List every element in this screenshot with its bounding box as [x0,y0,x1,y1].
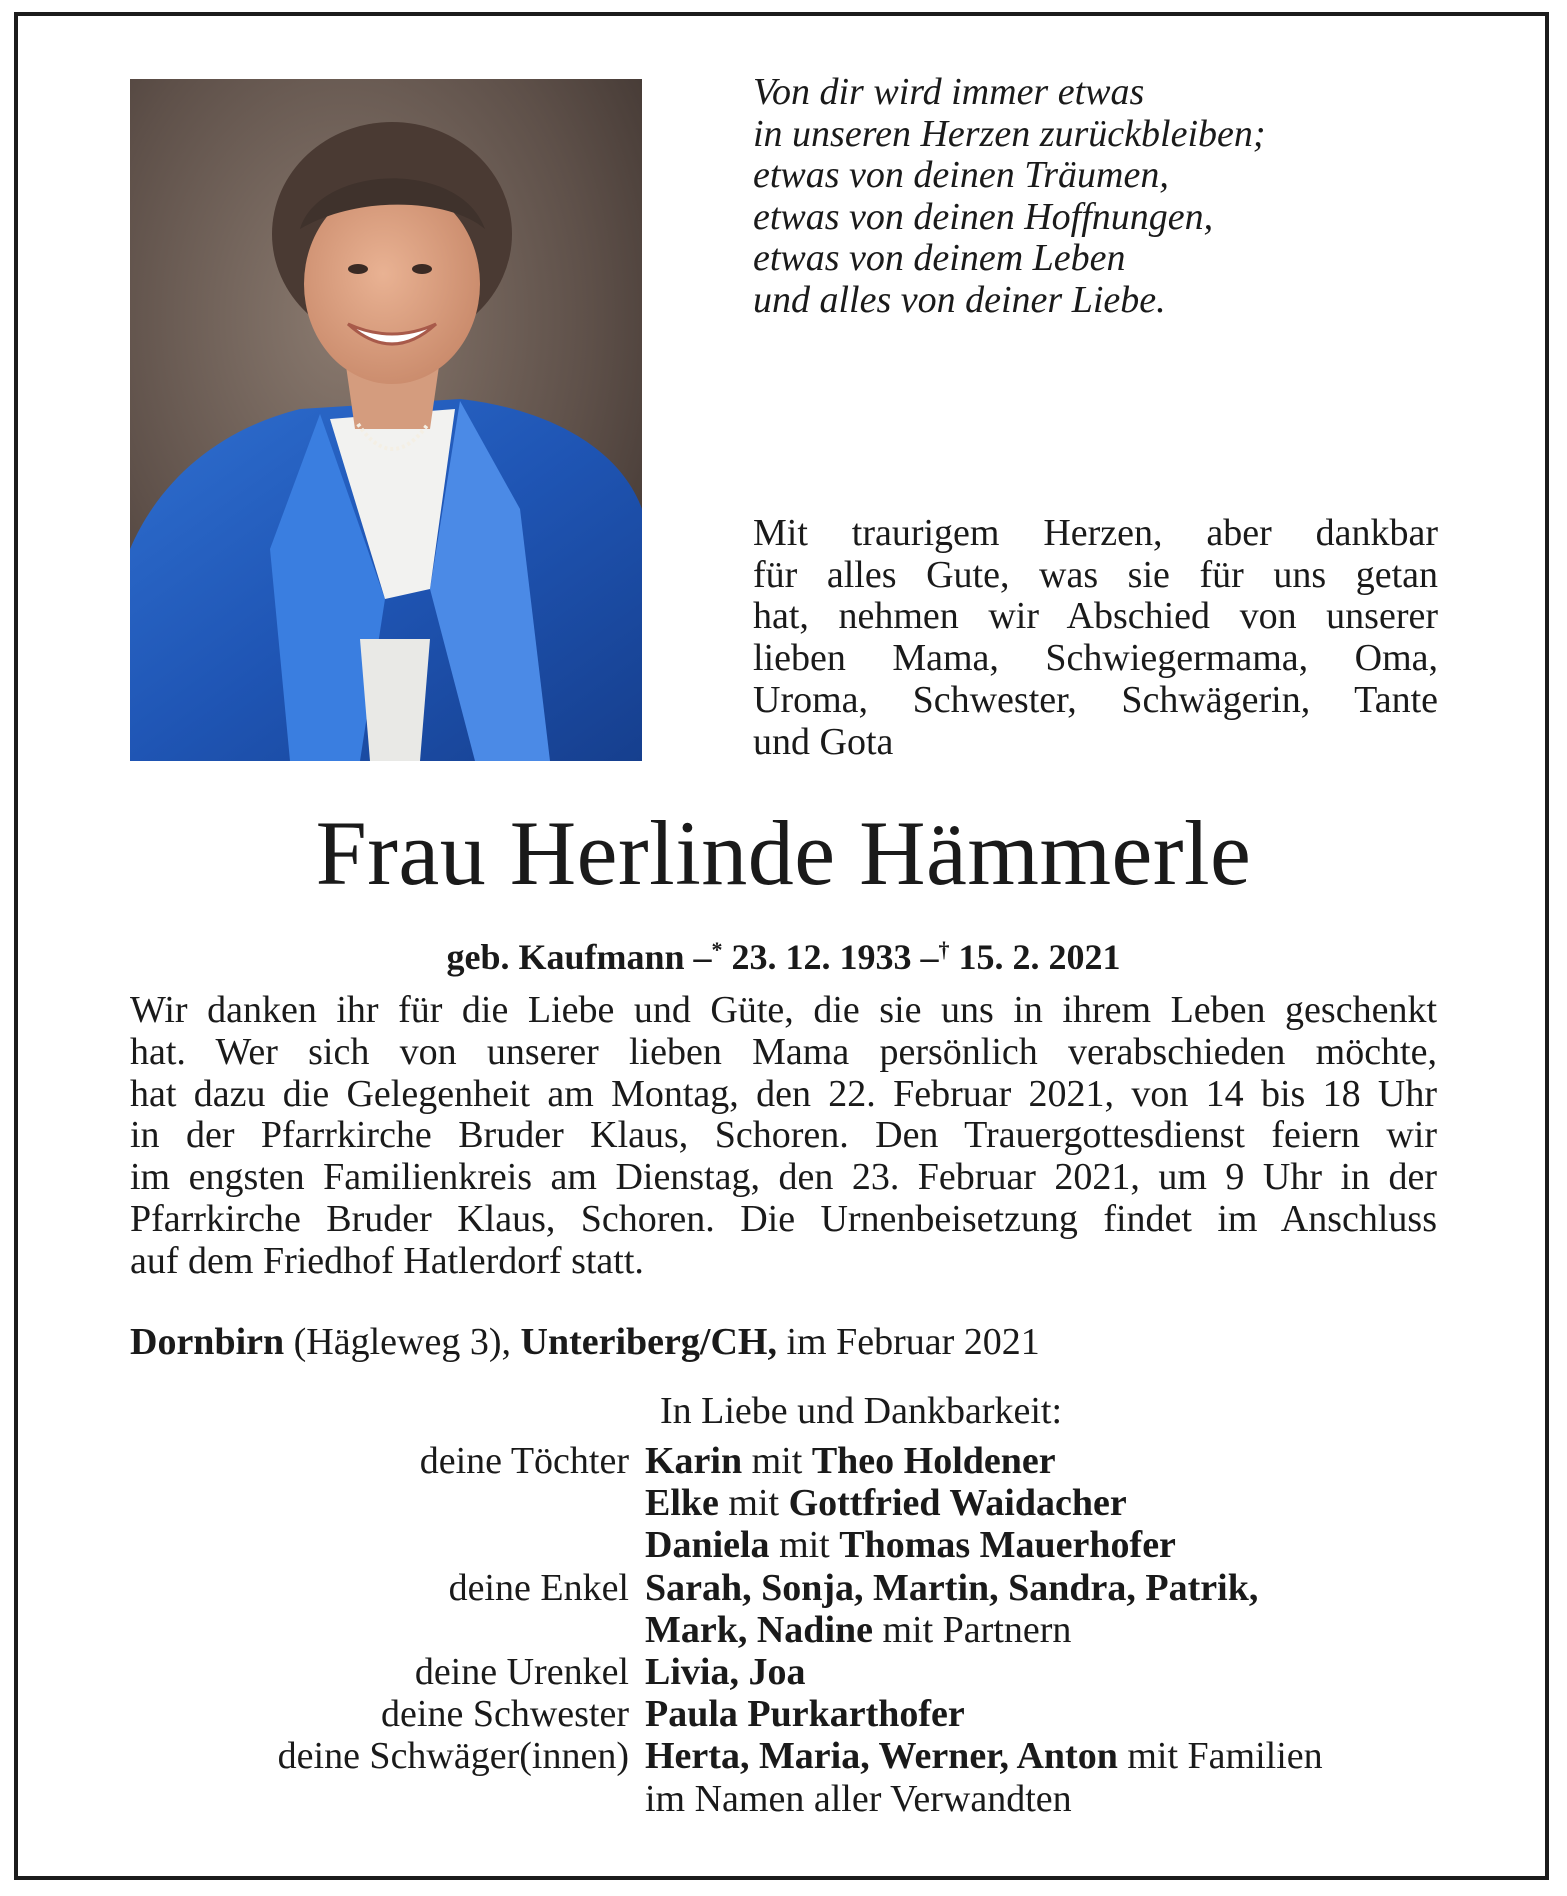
relation-label: deine Töchter [419,1440,629,1482]
mourner-row [0,1567,1567,1609]
relation-names [645,1651,805,1693]
closing-phrase: In Liebe und Dankbarkeit: [660,1390,1063,1432]
relation-label: deine Urenkel [414,1651,629,1694]
connector: mit [769,1524,840,1567]
relation-label: deine Enkel [448,1566,629,1609]
mourner-row [0,1735,1567,1777]
life-dates [0,928,1567,979]
mourner-row [0,1482,1567,1524]
poem-line: Von dir wird immer etwas [753,71,1145,113]
poem [753,72,1473,321]
intro-line: hat, nehmen wir Abschied von unserer [753,595,1438,638]
mourner-row [0,1524,1567,1566]
intro-line: Uroma, Schwester, Schwägerin, Tante [753,678,1438,721]
mourner-name: Daniela [645,1524,770,1567]
relation-label: deine Schwäger(innen) [277,1735,629,1778]
poem-line: etwas von deinen Hoffnungen, [753,195,1214,238]
birth-date: 23. 12. 1933 [731,937,912,977]
mourner-name: Thomas Mauerhofer [839,1524,1176,1567]
relation-names [645,1567,1258,1609]
dash: – [693,937,712,977]
mourner-name: Karin [645,1440,743,1482]
relation-label [0,1609,645,1651]
relation-names [645,1482,1127,1524]
poem-line: und alles von deiner Liebe. [753,278,1166,321]
body-paragraph [130,990,1437,1283]
body-line: im engsten Familienkreis am Dienstag, den 23. Februar 2021, um 9 Uhr in der [130,1156,1437,1199]
closing-relatives: im Namen aller Verwandten [645,1777,1072,1820]
mourners-list [0,1440,1567,1820]
body-line: auf dem Friedhof Hatlerdorf statt. [130,1239,644,1282]
poem-line: etwas von deinen Träumen, [753,154,1169,196]
body-line: hat dazu die Gelegenheit am Montag, den 22. Februar 2021, von 14 bis 18 Uhr [130,1072,1437,1115]
relation-names [645,1440,1056,1482]
place-date: im Februar 2021 [776,1321,1040,1363]
mourner-name: Paula Purkarthofer [645,1693,965,1736]
mourner-name: Elke [645,1482,719,1525]
mourner-name: Livia, Joa [645,1651,806,1694]
body-line: in der Pfarrkirche Bruder Klaus, Schoren. Den Trauergottesdienst feiern wir [130,1114,1437,1157]
relation-names [645,1693,965,1735]
mourner-row [0,1440,1567,1482]
relation-names [645,1524,1176,1566]
relation-label: deine Schwester [381,1693,629,1736]
connector: mit Partnern [873,1608,1072,1651]
address: (Hägleweg 3), [284,1321,521,1363]
mourner-row [0,1651,1567,1693]
city-unteriberg: Unteriberg/CH, [520,1321,777,1363]
intro-line: lieben Mama, Schwiegermama, Oma, [753,637,1438,680]
birth-symbol: * [711,937,723,962]
death-symbol: † [938,937,950,962]
portrait-photo [130,79,642,761]
body-line: Wir danken ihr für die Liebe und Güte, die sie uns in ihrem Leben geschenkt [130,989,1437,1031]
mourner-name: Mark, Nadine [645,1608,873,1651]
body-line: hat. Wer sich von unserer lieben Mama persönlich verabschieden möchte, [130,1030,1437,1073]
body-line: Pfarrkirche Bruder Klaus, Schoren. Die Urnenbeisetzung findet im Anschluss [130,1197,1437,1240]
connector: mit Familien [1117,1735,1323,1778]
deceased-name: Frau Herlinde Hämmerle [315,802,1252,904]
intro-paragraph [753,513,1438,763]
place-date-line [130,1320,1450,1364]
mourner-name: Herta, Maria, Werner, Anton [645,1735,1118,1778]
poem-line: in unseren Herzen zurückbleiben; [753,112,1266,155]
relation-label [0,1524,645,1566]
mourner-name: Theo Holdener [811,1440,1056,1482]
relation-names [645,1778,1072,1820]
dash: – [920,937,939,977]
mourner-row [0,1778,1567,1820]
mourner-name: Gottfried Waidacher [788,1482,1127,1525]
poem-line: etwas von deinem Leben [753,237,1126,279]
relation-names [645,1609,1071,1651]
relation-label [0,1482,645,1524]
intro-line: Mit traurigem Herzen, aber dankbar [753,512,1438,554]
maiden-name: geb. Kaufmann [446,937,685,977]
connector: mit [742,1440,812,1482]
city-dornbirn: Dornbirn [130,1321,285,1363]
mourner-row [0,1693,1567,1735]
connector: mit [718,1482,789,1525]
relation-names [645,1735,1323,1777]
death-date: 15. 2. 2021 [958,937,1121,977]
intro-line: für alles Gute, was sie für uns getan [753,553,1438,596]
intro-line: und Gota [753,720,894,763]
mourner-row [0,1609,1567,1651]
mourner-name: Sarah, Sonja, Martin, Sandra, Patrik, [645,1566,1259,1609]
relation-label [0,1778,645,1820]
